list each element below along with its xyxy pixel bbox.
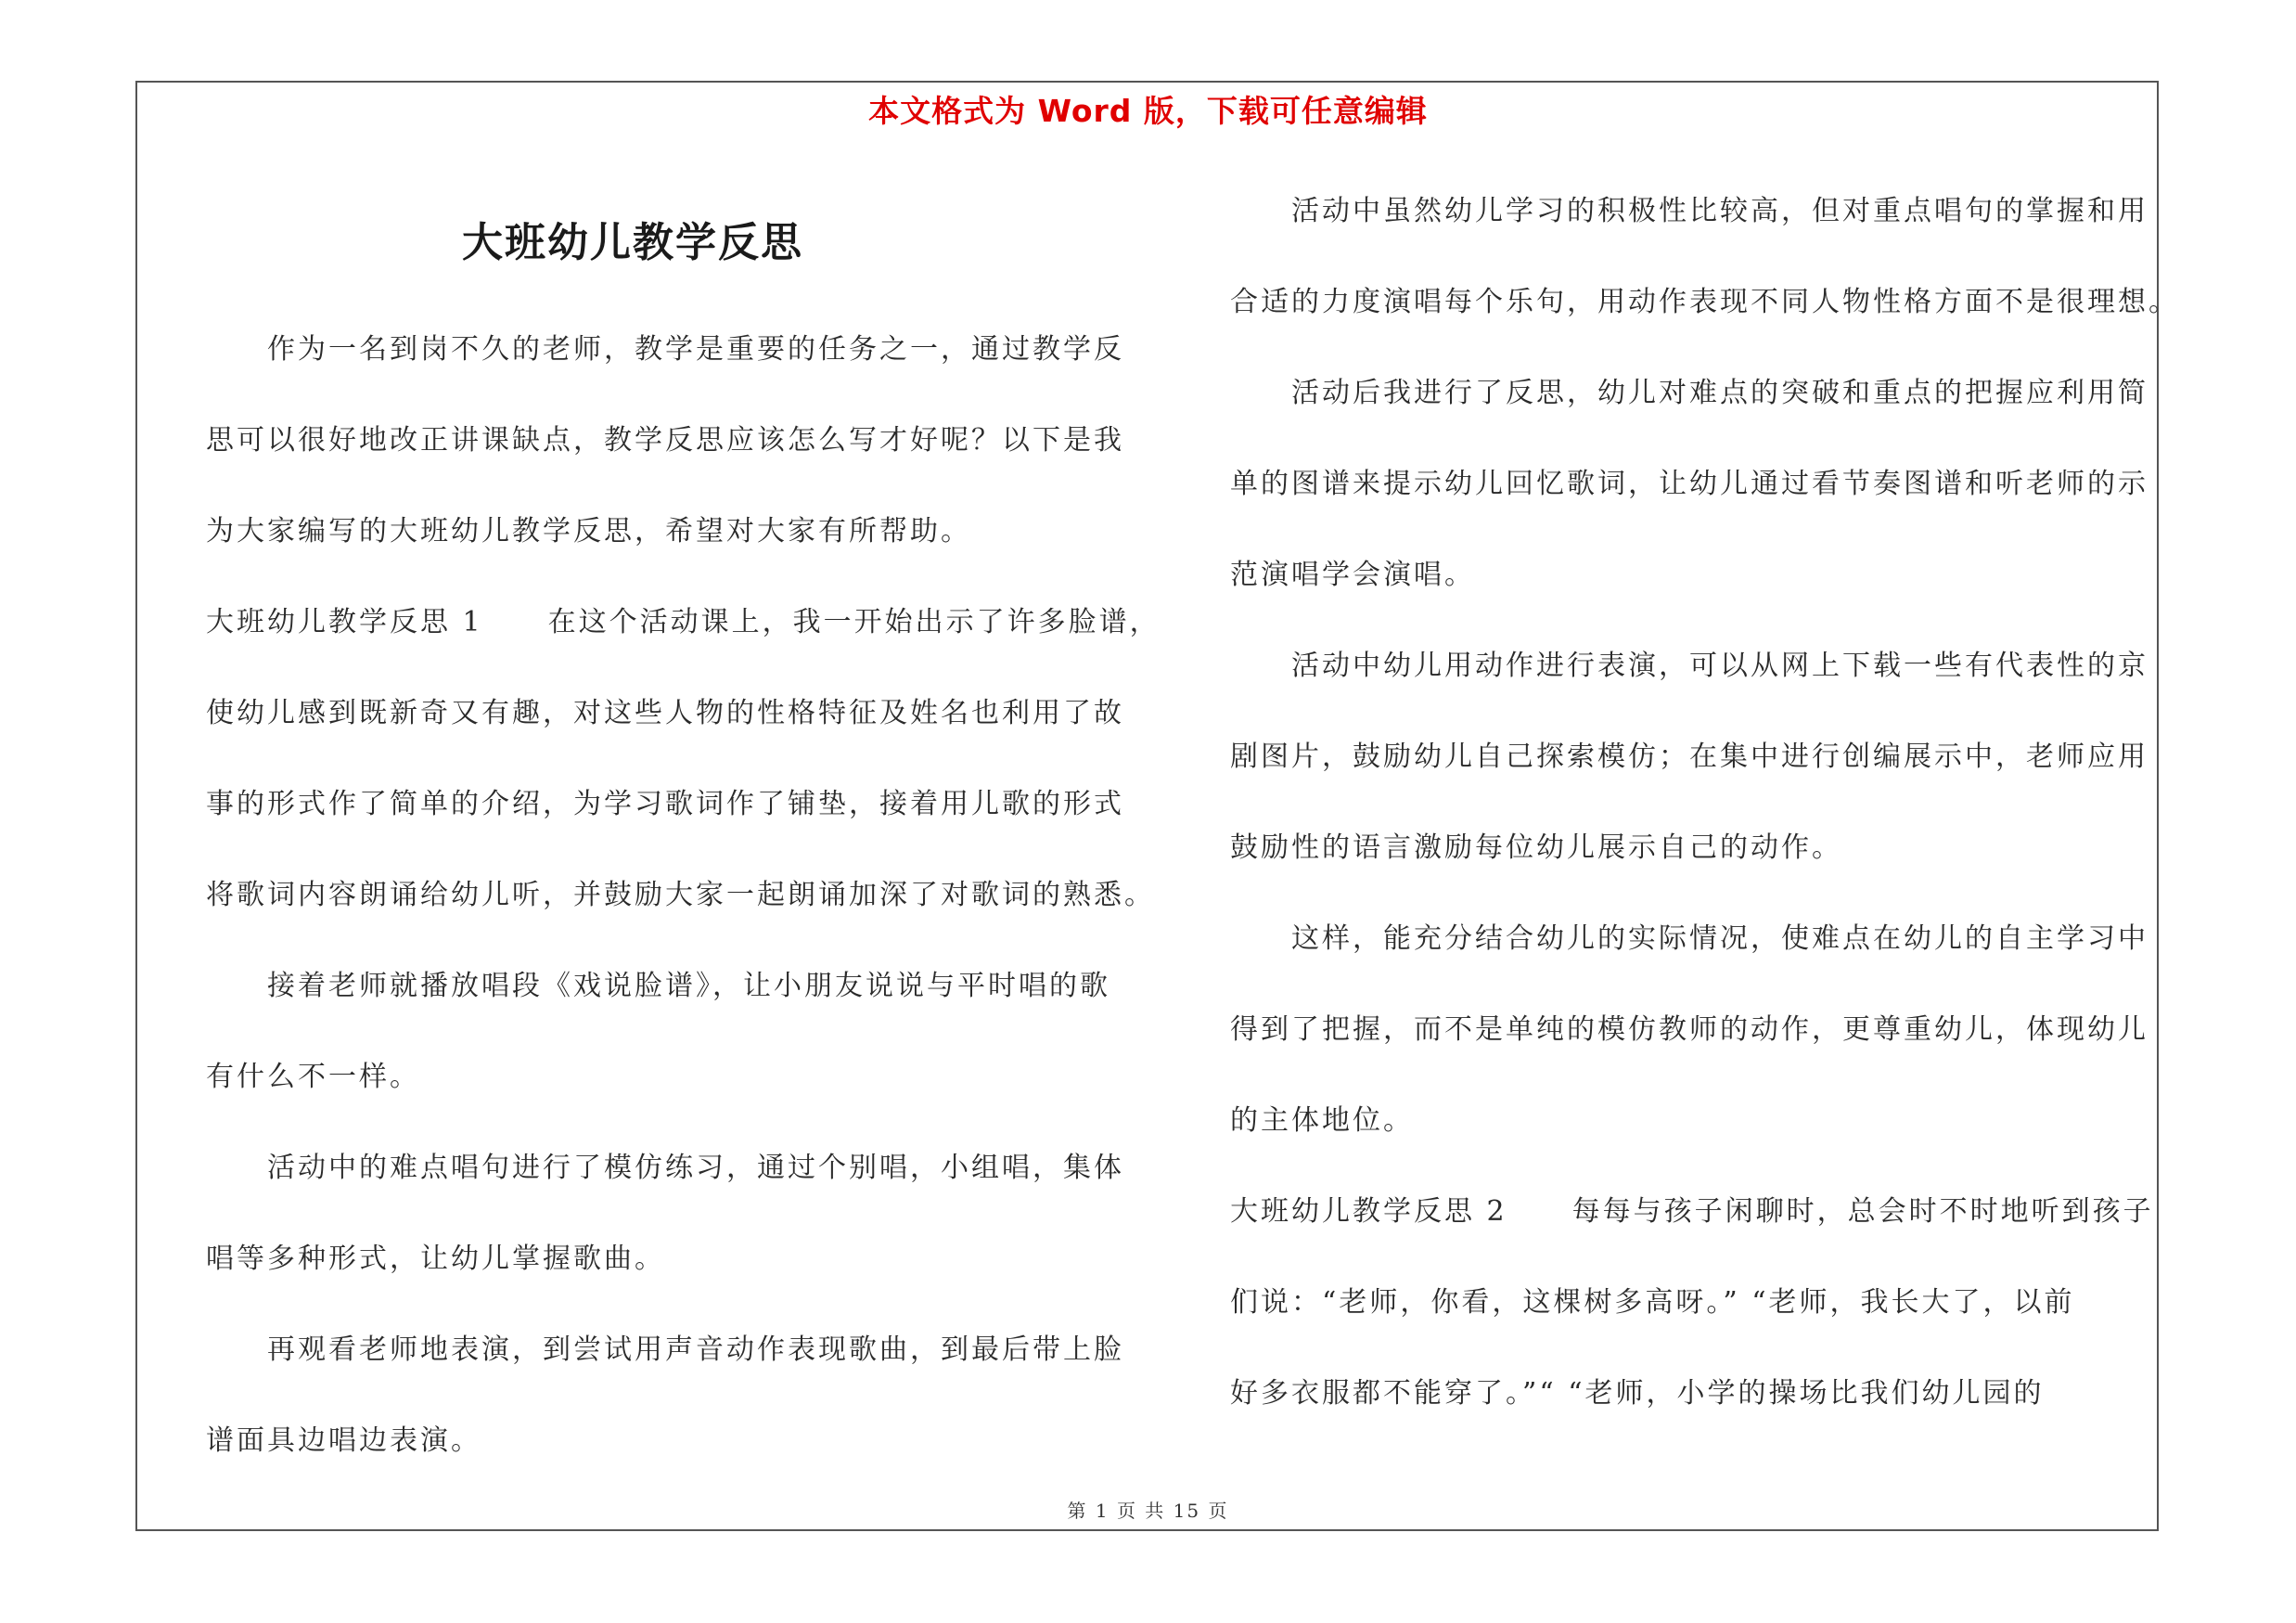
paragraph-line: 活动中的难点唱句进行了模仿练习，通过个别唱，小组唱，集体: [267, 1152, 1124, 1184]
paragraph-line: 的主体地位。: [1230, 1104, 1414, 1137]
paragraph-line: 为大家编写的大班幼儿教学反思，希望对大家有所帮助。: [206, 515, 971, 547]
paragraph-line: 鼓励性的语言激励每位幼儿展示自己的动作。: [1230, 831, 1842, 864]
page-number-footer: 第 1 页 共 15 页: [1067, 1500, 1229, 1522]
paragraph-line: 事的形式作了简单的介绍，为学习歌词作了铺垫，接着用儿歌的形式: [206, 788, 1124, 820]
document-title: 大班幼儿教学反思: [462, 219, 803, 266]
paragraph-line: 剧图片，鼓励幼儿自己探索模仿；在集中进行创编展示中，老师应用: [1230, 741, 2148, 773]
word-format-banner: 本文格式为 Word 版，下载可任意编辑: [868, 93, 1428, 129]
paragraph-line: 再观看老师地表演，到尝试用声音动作表现歌曲，到最后带上脸: [267, 1333, 1124, 1366]
paragraph-line: 单的图谱来提示幼儿回忆歌词，让幼儿通过看节奏图谱和听老师的示: [1230, 468, 2148, 500]
paragraph-line: 思可以很好地改正讲课缺点，教学反思应该怎么写才好呢？以下是我: [206, 424, 1124, 457]
section-heading: 大班幼儿教学反思 2: [1230, 1195, 1507, 1228]
paragraph-line: 得到了把握，而不是单纯的模仿教师的动作，更尊重幼儿，体现幼儿: [1230, 1013, 2148, 1046]
paragraph-line: 将歌词内容朗诵给幼儿听，并鼓励大家一起朗诵加深了对歌词的熟悉。: [206, 879, 1155, 911]
paragraph-text: 每每与孩子闲聊时，总会时不时地听到孩子: [1571, 1195, 2154, 1228]
section-heading-line: [1230, 1193, 2154, 1230]
paragraph-line: 接着老师就播放唱段《戏说脸谱》，让小朋友说说与平时唱的歌: [267, 970, 1110, 1002]
paragraph-line: 有什么不一样。: [206, 1061, 420, 1093]
paragraph-line: 活动后我进行了反思，幼儿对难点的突破和重点的把握应利用简: [1291, 377, 2148, 409]
paragraph-line: 作为一名到岗不久的老师，教学是重要的任务之一，通过教学反: [267, 333, 1124, 366]
paragraph-line: 谱面具边唱边表演。: [206, 1424, 481, 1457]
paragraph-line: 使幼儿感到既新奇又有趣，对这些人物的性格特征及姓名也利用了故: [206, 697, 1124, 729]
paragraph-line: 唱等多种形式，让幼儿掌握歌曲。: [206, 1243, 665, 1275]
section-heading-line: [206, 604, 1161, 641]
paragraph-line: 这样，能充分结合幼儿的实际情况，使难点在幼儿的自主学习中: [1291, 922, 2148, 955]
paragraph-text: 在这个活动课上，我一开始出示了许多脸谱，: [547, 606, 1161, 638]
paragraph-line: 合适的力度演唱每个乐句，用动作表现不同人物性格方面不是很理想。: [1230, 286, 2179, 318]
paragraph-line: 活动中虽然幼儿学习的积极性比较高，但对重点唱句的掌握和用: [1291, 195, 2148, 227]
paragraph-line: 们说：“老师，你看，这棵树多高呀。” “老师，我长大了，以前: [1230, 1286, 2075, 1319]
paragraph-line: 好多衣服都不能穿了。”“ “老师，小学的操场比我们幼儿园的: [1230, 1377, 2045, 1410]
paragraph-line: 范演唱学会演唱。: [1230, 559, 1475, 591]
section-heading: 大班幼儿教学反思 1: [206, 606, 483, 638]
paragraph-line: 活动中幼儿用动作进行表演，可以从网上下载一些有代表性的京: [1291, 650, 2148, 682]
